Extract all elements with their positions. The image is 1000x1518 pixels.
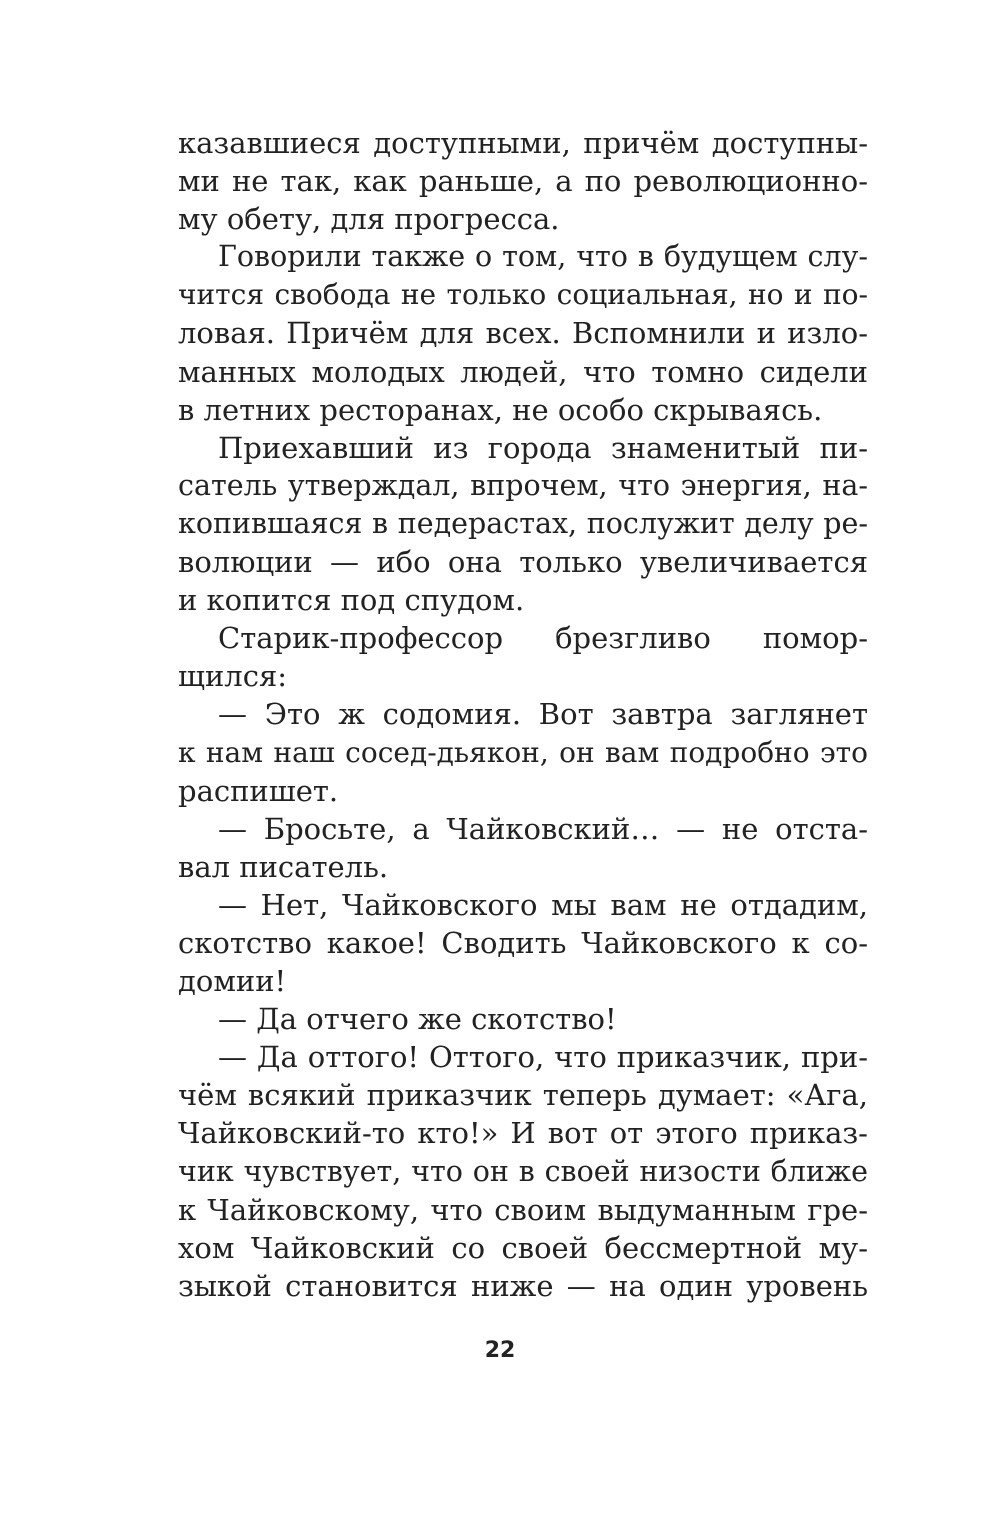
text-line: Старик-профессор брезгливо помор-	[218, 621, 868, 656]
text-line: к нам наш сосед-дьякон, он вам подробно это	[178, 735, 868, 769]
text-line: — Нет, Чайковского мы вам не отдадим,	[218, 887, 868, 922]
text-line: чится свобода не только социальная, но и по-	[178, 278, 868, 312]
text-line: — Да отчего же скотство!	[218, 1002, 617, 1037]
text-line: в летних ресторанах, не особо скрываясь.	[178, 392, 823, 427]
text-line: хом Чайковский со своей бессмертной му-	[178, 1230, 868, 1265]
text-line: казавшиеся доступными, причём доступны-	[178, 126, 868, 160]
text-line: волюции — ибо она только увеличивается	[178, 545, 868, 580]
text-line: домии!	[178, 964, 287, 999]
text-line: чём всякий приказчик теперь думает: «Ага,	[178, 1078, 868, 1113]
text-line: щился:	[178, 659, 288, 694]
text-line: и копится под спудом.	[178, 583, 525, 618]
text-line: вал писатель.	[178, 849, 389, 884]
text-line: скотство какое! Сводить Чайковского к со-	[178, 925, 868, 960]
text-line: манных молодых людей, что томно сидели	[178, 354, 868, 389]
text-line: Говорили также о том, что в будущем слу-	[218, 240, 868, 274]
text-line: сатель утверждал, впрочем, что энергия, на-	[178, 468, 868, 502]
page-number: 22	[484, 1338, 516, 1363]
text-line: му обету, для прогресса.	[178, 202, 560, 237]
text-line: Чайковский-то кто!» И вот от этого приказ-	[178, 1116, 868, 1151]
text-line: к Чайковскому, что своим выдуманным гре-	[178, 1192, 868, 1227]
text-line: ловая. Причём для всех. Вспомнили и изло-	[178, 316, 868, 351]
text-line: зыкой становится ниже — на один уровень	[178, 1268, 868, 1303]
text-line: — Это ж содомия. Вот завтра заглянет	[218, 697, 868, 732]
text-line: — Да оттого! Оттого, что приказчик, при-	[218, 1040, 868, 1075]
text-line: — Бросьте, а Чайковский… — не отста-	[218, 811, 868, 846]
text-line: Приехавший из города знаменитый пи-	[218, 430, 868, 465]
text-line: копившаяся в педерастах, послужит делу ре-	[178, 506, 868, 540]
text-line: чик чувствует, что он в своей низости ближе	[178, 1154, 868, 1188]
page-body-text	[178, 124, 868, 1305]
text-line: распишет.	[178, 773, 339, 808]
text-line: ми не так, как раньше, а по революционно-	[178, 164, 868, 199]
